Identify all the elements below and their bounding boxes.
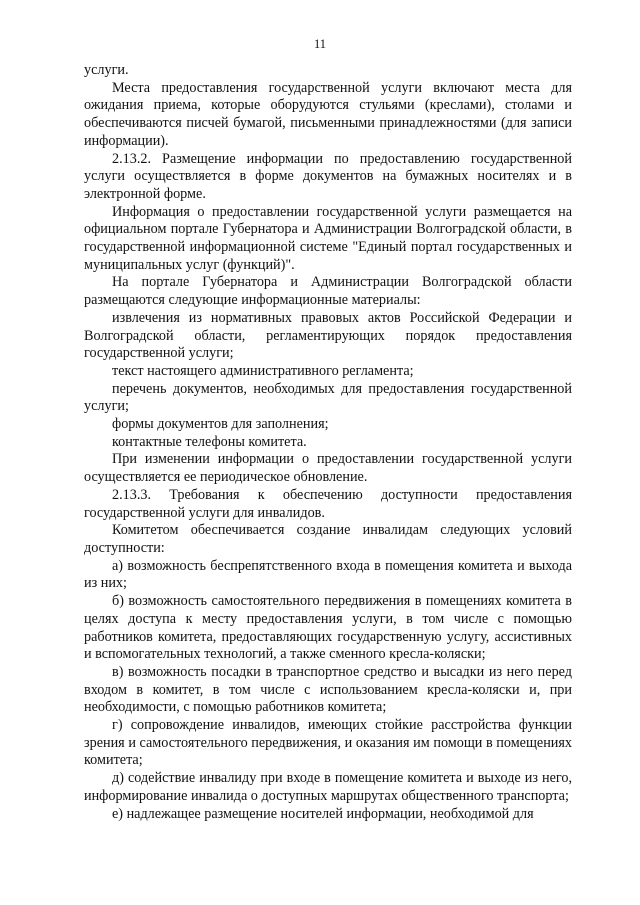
paragraph: Места предоставления государственной услуги включают места для ожидания приема, которые оборудуются стульями (креслами), столами и обеспечиваются писчей бумагой, письменными принадлежностями (для записи информации).	[84, 79, 572, 149]
page-number: 11	[313, 37, 327, 51]
list-item: е) надлежащее размещение носителей информации, необходимой для	[112, 805, 534, 822]
paragraph: При изменении информации о предоставлении государственной услуги осуществляется ее периодическое обновление.	[84, 451, 572, 486]
paragraph: На портале Губернатора и Администрации Волгоградской области размещаются следующие информационные материалы:	[84, 274, 572, 309]
list-item: в) возможность посадки в транспортное средство и высадки из него перед входом в комитет, в том числе с использованием кресла-коляски и, при необходимости, с помощью работников комитета;	[84, 663, 572, 716]
list-item: формы документов для заполнения;	[112, 416, 329, 433]
list-item: извлечения из нормативных правовых актов Российской Федерации и Волгоградской области, регламентирующих порядок предоставления государственной услуги;	[84, 309, 572, 362]
document-body	[84, 62, 572, 823]
list-item: а) возможность беспрепятственного входа в помещения комитета и выхода из них;	[84, 557, 572, 592]
paragraph: 2.13.2. Размещение информации по предоставлению государственной услуги осуществляется в форме документов на бумажных носителях и в электронной форме.	[84, 150, 572, 202]
paragraph: Информация о предоставлении государственной услуги размещается на официальном портале Губернатора и Администрации Волгоградской области, в государственной информационной системе "Единый портал государственных и муниципальных услуг (функций)".	[84, 203, 572, 273]
section-heading: 2.13.3. Требования к обеспечению доступности предоставления государственной услуги для инвалидов.	[84, 486, 572, 521]
list-item: перечень документов, необходимых для предоставления государственной услуги;	[84, 380, 572, 415]
list-item: контактные телефоны комитета.	[112, 433, 307, 450]
list-item: г) сопровождение инвалидов, имеющих стойкие расстройства функции зрения и самостоятельного передвижения, и оказания им помощи в помещениях комитета;	[84, 717, 572, 769]
paragraph-continuation: услуги.	[84, 62, 129, 78]
list-item: д) содействие инвалиду при входе в помещение комитета и выходе из него, информирование инвалида о доступных маршрутах общественного транспорта;	[84, 770, 572, 804]
paragraph: Комитетом обеспечивается создание инвалидам следующих условий доступности:	[84, 522, 572, 556]
list-item: текст настоящего административного регламента;	[112, 362, 414, 379]
list-item: б) возможность самостоятельного передвижения в помещениях комитета в целях доступа к месту предоставления услуги, в том числе с помощью работников комитета, предоставляющих государственную услугу, ассистивных и вспомогательных технологий, а также сменного кресла-коляски;	[84, 593, 572, 663]
